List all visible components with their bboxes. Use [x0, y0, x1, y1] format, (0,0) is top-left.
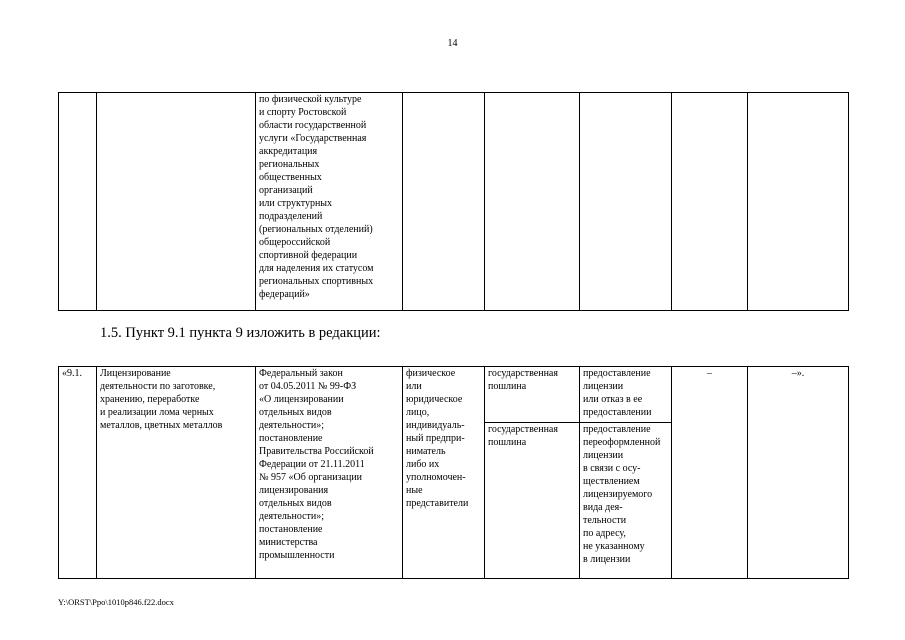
top-table-cell-6 [580, 93, 672, 311]
bottom-table [58, 366, 849, 579]
fee-cell-2: государственная пошлина [485, 423, 580, 579]
top-table-cell-7 [672, 93, 748, 311]
legal-basis-cell: Федеральный закон от 04.05.2011 № 99-ФЗ «О лицензировании отдельных видов деятельности»; постановление Правительства Российской Федерации от 21.11.2011 № 957 «Об организации лицензирования отдельных видов деятельности»; постановление министерства промышленности [256, 367, 403, 579]
top-table-cell-5 [485, 93, 580, 311]
top-table-cell-1 [59, 93, 97, 311]
top-table-cell-2 [97, 93, 256, 311]
fee-cell-1: государственная пошлина [485, 367, 580, 423]
top-table-cell-8 [748, 93, 849, 311]
column-7-cell: – [672, 367, 748, 579]
top-table-legal-basis-cell: по физической культуре и спорту Ростовской области государственной услуги «Государственная аккредитация региональных общественных организаций или структурных подразделений (региональных отделений) общероссийской спортивной федерации для наделения их статусом региональных спортивных федераций» [256, 93, 403, 311]
page-number: 14 [447, 38, 458, 49]
service-name-cell: Лицензирование деятельности по заготовке, хранению, переработке и реализации лома черных металлов, цветных металлов [97, 367, 256, 579]
column-8-cell: –». [748, 367, 849, 579]
top-table [58, 92, 849, 311]
section-heading: 1.5. Пункт 9.1 пункта 9 изложить в редакции: [100, 325, 381, 341]
action-cell-2: предоставление переоформленной лицензии в связи с осу- ществлением лицензируемого вида дея- тельности по адресу, не указанному в лицензии [580, 423, 672, 579]
applicant-cell: физическое или юридическое лицо, индивидуаль- ный предпри- ниматель либо их уполномочен- ные представители [403, 367, 485, 579]
row-number-cell: «9.1. [59, 367, 97, 579]
action-cell-1: предоставление лицензии или отказ в ее предоставлении [580, 367, 672, 423]
top-table-cell-4 [403, 93, 485, 311]
footer-file-path: Y:\ORST\Ppo\1010p846.f22.docx [58, 597, 174, 607]
